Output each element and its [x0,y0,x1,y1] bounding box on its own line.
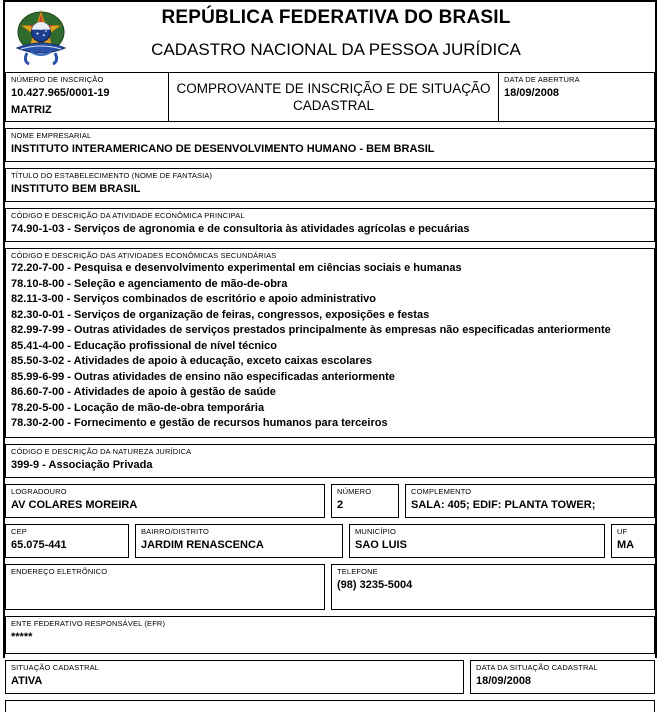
atividade-secundaria-item: 85.41-4-00 - Educação profissional de nível técnico [11,339,277,352]
efr-label: ENTE FEDERATIVO RESPONSÁVEL (EFR) [11,618,166,628]
data-abertura-value: 18/09/2008 [504,87,560,99]
titulo-estabelecimento-label: TÍTULO DO ESTABELECIMENTO (NOME DE FANTASIA) [11,171,213,180]
field-numero [331,484,399,518]
field-bairro [135,524,343,558]
atividade-secundaria-item: 82.99-7-99 - Outras atividades de serviços prestados principalmente às empresas não especificadas anteriormente [11,324,611,336]
nome-empresarial-value: INSTITUTO INTERAMERICANO DE DESENVOLVIMENTO HUMANO - BEM BRASIL [11,143,435,155]
situacao-cadastral-label: SITUAÇÃO CADASTRAL [11,662,100,672]
complemento-label: COMPLEMENTO [411,486,472,496]
field-atividade-principal [5,208,655,242]
municipio-label: MUNICÍPIO [355,526,396,536]
atividade-secundaria-item: 78.20-5-00 - Locação de mão-de-obra temporária [11,401,265,414]
numero-label: NÚMERO [337,486,372,496]
natureza-juridica-value: 399-9 - Associação Privada [11,458,153,471]
uf-value: MA [617,538,635,551]
establishment-type-value: MATRIZ [11,104,52,116]
atividade-secundaria-item: 72.20-7-00 - Pesquisa e desenvolvimento experimental em ciências sociais e humanas [11,262,462,274]
field-data-situacao-cadastral [470,660,655,694]
field-telefone [331,564,655,610]
field-municipio [349,524,605,558]
comprovante-title: COMPROVANTE DE INSCRIÇÃO E DE SITUAÇÃO CADASTRAL [169,73,499,121]
field-endereco-eletronico [5,564,325,610]
data-abertura-label: DATA DE ABERTURA [504,75,580,84]
situacao-cadastral-value: ATIVA [11,674,43,687]
atividade-secundaria-item: 78.10-8-00 - Seleção e agenciamento de mão-de-obra [11,277,288,290]
complemento-value: SALA: 405; EDIF: PLANTA TOWER; [411,498,596,511]
field-logradouro [5,484,325,518]
endereco-eletronico-label: ENDEREÇO ELETRÔNICO [11,566,108,576]
page-subtitle: CADASTRO NACIONAL DA PESSOA JURÍDICA [151,39,521,59]
atividade-principal-value: 74.90-1-03 - Serviços de agronomia e de consultoria às atividades agrícolas e pecuárias [11,223,470,235]
efr-value: ***** [11,630,33,643]
field-atividades-secundarias [5,248,655,438]
numero-value: 2 [337,498,344,511]
atividade-secundaria-item: 85.50-3-02 - Atividades de apoio à educação, exceto caixas escolares [11,355,372,367]
next-section-partial [5,700,655,712]
numero-inscricao-value: 10.427.965/0001-19 [11,87,110,99]
atividades-secundarias-label: CÓDIGO E DESCRIÇÃO DAS ATIVIDADES ECONÔMICAS SECUNDÁRIAS [11,251,277,260]
atividade-secundaria-item: 85.99-6-99 - Outras atividades de ensino não especificadas anteriormente [11,370,395,383]
field-cep [5,524,129,558]
data-situacao-label: DATA DA SITUAÇÃO CADASTRAL [476,662,598,672]
field-data-abertura [499,73,654,121]
page-title: REPÚBLICA FEDERATIVA DO BRASIL [161,7,511,28]
field-complemento [405,484,655,518]
atividades-secundarias-list [11,261,649,432]
bairro-value: JARDIM RENASCENCA [141,538,264,551]
atividade-secundaria-item: 82.30-0-01 - Serviços de organização de feiras, congressos, exposições e festas [11,308,430,321]
atividade-secundaria-item: 86.60-7-00 - Atividades de apoio à gestão de saúde [11,386,276,398]
page-border-right [655,0,657,658]
data-situacao-value: 18/09/2008 [476,674,532,687]
municipio-value: SAO LUIS [355,538,407,551]
titulo-estabelecimento-value: INSTITUTO BEM BRASIL [11,183,141,195]
telefone-label: TELEFONE [337,566,378,576]
atividade-secundaria-item: 82.11-3-00 - Serviços combinados de escritório e apoio administrativo [11,293,376,305]
field-titulo-estabelecimento [5,168,655,202]
identification-strip [5,72,655,122]
brazil-coat-of-arms-icon [5,6,77,66]
numero-inscricao-label: NÚMERO DE INSCRIÇÃO [11,75,104,84]
logradouro-value: AV COLARES MOREIRA [11,498,138,511]
atividade-secundaria-item: 78.30-2-00 - Fornecimento e gestão de recursos humanos para terceiros [11,417,388,429]
cep-label: CEP [11,526,27,536]
bairro-label: BAIRRO/DISTRITO [141,526,209,536]
document-header [5,2,655,72]
nome-empresarial-label: NOME EMPRESARIAL [11,131,92,140]
uf-label: UF [617,526,628,536]
natureza-juridica-label: CÓDIGO E DESCRIÇÃO DA NATUREZA JURÍDICA [11,446,192,456]
field-nome-empresarial [5,128,655,162]
telefone-value: (98) 3235-5004 [337,578,413,591]
field-numero-inscricao [6,73,169,121]
field-efr [5,616,655,654]
logradouro-label: LOGRADOURO [11,486,67,496]
field-natureza-juridica [5,444,655,478]
field-uf [611,524,655,558]
cep-value: 65.075-441 [11,538,67,551]
atividade-principal-label: CÓDIGO E DESCRIÇÃO DA ATIVIDADE ECONÔMICA PRINCIPAL [11,211,245,220]
field-situacao-cadastral [5,660,464,694]
